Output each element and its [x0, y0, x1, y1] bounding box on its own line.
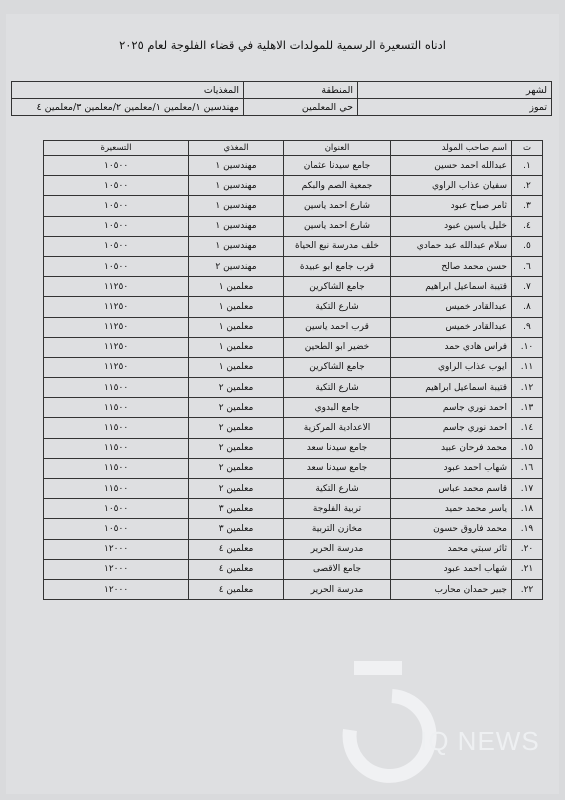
row-number-cell: ٩. [512, 317, 543, 337]
column-header-number: ت [512, 141, 543, 156]
feeder-cell: معلمين ٢ [189, 458, 284, 478]
row-number-cell: ٧. [512, 277, 543, 297]
row-number-cell: ١٦. [512, 458, 543, 478]
owner-name-cell: محمد فرحان عبيد [391, 438, 512, 458]
owner-name-cell: ثامر صباح عبود [391, 196, 512, 216]
feeder-cell: معلمين ٢ [189, 398, 284, 418]
price-cell: ١١٢٥٠ [44, 337, 189, 357]
address-cell: قرب جامع ابو عبيدة [284, 256, 391, 276]
address-cell: شارع التكية [284, 479, 391, 499]
feeder-cell: معلمين ١ [189, 277, 284, 297]
owner-name-cell: ايوب عذاب الراوي [391, 357, 512, 377]
info-value-row [12, 99, 552, 116]
row-number-cell: ٢. [512, 176, 543, 196]
table-row [44, 277, 543, 297]
price-cell: ١١٥٠٠ [44, 398, 189, 418]
row-number-cell: ٨. [512, 297, 543, 317]
column-header-feeder: المغذي [189, 141, 284, 156]
row-number-cell: ١٥. [512, 438, 543, 458]
address-cell: الاعدادية المركزية [284, 418, 391, 438]
row-number-cell: ١٤. [512, 418, 543, 438]
feeder-cell: معلمين ٢ [189, 438, 284, 458]
price-cell: ١٢٠٠٠ [44, 539, 189, 559]
watermark-text: IQ NEWS [420, 726, 540, 756]
owner-name-cell: قاسم محمد عباس [391, 479, 512, 499]
address-cell: تربية الفلوجة [284, 499, 391, 519]
pricing-table [43, 140, 543, 600]
info-area-value: حي المعلمين [244, 99, 358, 116]
feeder-cell: معلمين ١ [189, 337, 284, 357]
feeder-cell: مهندسين ١ [189, 236, 284, 256]
feeder-cell: معلمين ٤ [189, 539, 284, 559]
info-month-value: تموز [358, 99, 552, 116]
price-cell: ١٠٥٠٠ [44, 256, 189, 276]
address-cell: قرب احمد ياسين [284, 317, 391, 337]
owner-name-cell: قتيبة اسماعيل ابراهيم [391, 277, 512, 297]
owner-name-cell: سفيان عذاب الراوي [391, 176, 512, 196]
owner-name-cell: حسن محمد صالح [391, 256, 512, 276]
row-number-cell: ٢٢. [512, 579, 543, 599]
row-number-cell: ١. [512, 156, 543, 176]
owner-name-cell: قتيبة اسماعيل ابراهيم [391, 378, 512, 398]
owner-name-cell: احمد نوري جاسم [391, 398, 512, 418]
price-cell: ١٢٠٠٠ [44, 559, 189, 579]
owner-name-cell: سلام عبدالله عبد حمادي [391, 236, 512, 256]
info-header-row [12, 82, 552, 99]
feeder-cell: معلمين ١ [189, 297, 284, 317]
row-number-cell: ٣. [512, 196, 543, 216]
table-row [44, 337, 543, 357]
table-row [44, 297, 543, 317]
price-cell: ١١٢٥٠ [44, 297, 189, 317]
table-row [44, 357, 543, 377]
feeder-cell: معلمين ٤ [189, 579, 284, 599]
feeder-cell: معلمين ٣ [189, 519, 284, 539]
feeder-cell: مهندسين ١ [189, 176, 284, 196]
price-cell: ١٠٥٠٠ [44, 196, 189, 216]
table-row [44, 156, 543, 176]
price-cell: ١١٥٠٠ [44, 418, 189, 438]
feeder-cell: مهندسين ١ [189, 156, 284, 176]
info-table [11, 81, 552, 116]
address-cell: جامع الاقصى [284, 559, 391, 579]
price-cell: ١١٢٥٠ [44, 357, 189, 377]
table-row [44, 438, 543, 458]
address-cell: شارع التكية [284, 297, 391, 317]
table-row [44, 559, 543, 579]
row-number-cell: ٦. [512, 256, 543, 276]
feeder-cell: معلمين ٢ [189, 378, 284, 398]
feeder-cell: معلمين ٣ [189, 499, 284, 519]
table-row [44, 579, 543, 599]
owner-name-cell: محمد فاروق حسون [391, 519, 512, 539]
row-number-cell: ١١. [512, 357, 543, 377]
address-cell: خضير ابو الطحين [284, 337, 391, 357]
row-number-cell: ٤. [512, 216, 543, 236]
row-number-cell: ١٨. [512, 499, 543, 519]
price-cell: ١٠٥٠٠ [44, 176, 189, 196]
table-row [44, 539, 543, 559]
owner-name-cell: عبدالقادر خميس [391, 317, 512, 337]
price-cell: ١١٥٠٠ [44, 378, 189, 398]
feeder-cell: معلمين ٢ [189, 418, 284, 438]
owner-name-cell: فراس هادي حمد [391, 337, 512, 357]
price-cell: ١٠٥٠٠ [44, 499, 189, 519]
table-row [44, 499, 543, 519]
price-cell: ١١٥٠٠ [44, 479, 189, 499]
address-cell: جامع البدوي [284, 398, 391, 418]
address-cell: شارع احمد ياسين [284, 216, 391, 236]
address-cell: جامع الشاكرين [284, 357, 391, 377]
price-cell: ١٠٥٠٠ [44, 216, 189, 236]
address-cell: مدرسة الحرير [284, 579, 391, 599]
row-number-cell: ٢٠. [512, 539, 543, 559]
row-number-cell: ١٣. [512, 398, 543, 418]
table-row [44, 519, 543, 539]
owner-name-cell: شهاب احمد عبود [391, 458, 512, 478]
address-cell: شارع التكية [284, 378, 391, 398]
table-row [44, 196, 543, 216]
info-feeders-header: المغذيات [12, 82, 244, 99]
row-number-cell: ١٧. [512, 479, 543, 499]
price-cell: ١٠٥٠٠ [44, 156, 189, 176]
table-header-row [44, 141, 543, 156]
price-cell: ١٠٥٠٠ [44, 519, 189, 539]
owner-name-cell: شهاب احمد عبود [391, 559, 512, 579]
column-header-address: العنوان [284, 141, 391, 156]
owner-name-cell: ياسر محمد حميد [391, 499, 512, 519]
table-row [44, 256, 543, 276]
row-number-cell: ١٩. [512, 519, 543, 539]
row-number-cell: ١٢. [512, 378, 543, 398]
address-cell: جامع الشاكرين [284, 277, 391, 297]
info-area-header: المنطقة [244, 82, 358, 99]
owner-name-cell: احمد نوري جاسم [391, 418, 512, 438]
row-number-cell: ١٠. [512, 337, 543, 357]
info-month-header: لشهر [358, 82, 552, 99]
price-cell: ١١٢٥٠ [44, 317, 189, 337]
feeder-cell: معلمين ٤ [189, 559, 284, 579]
price-cell: ١١٢٥٠ [44, 277, 189, 297]
table-row [44, 458, 543, 478]
feeder-cell: معلمين ١ [189, 357, 284, 377]
feeder-cell: مهندسين ٢ [189, 256, 284, 276]
table-row [44, 398, 543, 418]
page-title: ادناه التسعيرة الرسمية للمولدات الاهلية في قضاء الفلوجة لعام ٢٠٢٥ [119, 38, 446, 52]
column-header-price: التسعيرة [44, 141, 189, 156]
address-cell: مخازن التربية [284, 519, 391, 539]
table-row [44, 378, 543, 398]
table-row [44, 479, 543, 499]
feeder-cell: معلمين ١ [189, 317, 284, 337]
address-cell: مدرسة الحرير [284, 539, 391, 559]
info-feeders-value: مهندسين ١/معلمين ١/معلمين ٢/معلمين ٣/معلمين ٤ [12, 99, 244, 116]
address-cell: خلف مدرسة نبع الحياة [284, 236, 391, 256]
column-header-owner: اسم صاحب المولد [391, 141, 512, 156]
price-cell: ١٠٥٠٠ [44, 236, 189, 256]
price-cell: ١٢٠٠٠ [44, 579, 189, 599]
row-number-cell: ٥. [512, 236, 543, 256]
feeder-cell: مهندسين ١ [189, 216, 284, 236]
table-row [44, 216, 543, 236]
row-number-cell: ٢١. [512, 559, 543, 579]
address-cell: شارع احمد ياسين [284, 196, 391, 216]
address-cell: جامع سيدنا سعد [284, 438, 391, 458]
table-row [44, 418, 543, 438]
owner-name-cell: عبدالقادر خميس [391, 297, 512, 317]
feeder-cell: معلمين ٢ [189, 479, 284, 499]
owner-name-cell: ثائر سبتي محمد [391, 539, 512, 559]
address-cell: جامع سيدنا سعد [284, 458, 391, 478]
price-cell: ١١٥٠٠ [44, 458, 189, 478]
table-row [44, 236, 543, 256]
table-row [44, 176, 543, 196]
owner-name-cell: عبدالله احمد حسين [391, 156, 512, 176]
feeder-cell: مهندسين ١ [189, 196, 284, 216]
price-cell: ١١٥٠٠ [44, 438, 189, 458]
owner-name-cell: خليل ياسين عبود [391, 216, 512, 236]
address-cell: جامع سيدنا عثمان [284, 156, 391, 176]
address-cell: جمعية الصم والبكم [284, 176, 391, 196]
table-row [44, 317, 543, 337]
owner-name-cell: جبير حمدان محارب [391, 579, 512, 599]
